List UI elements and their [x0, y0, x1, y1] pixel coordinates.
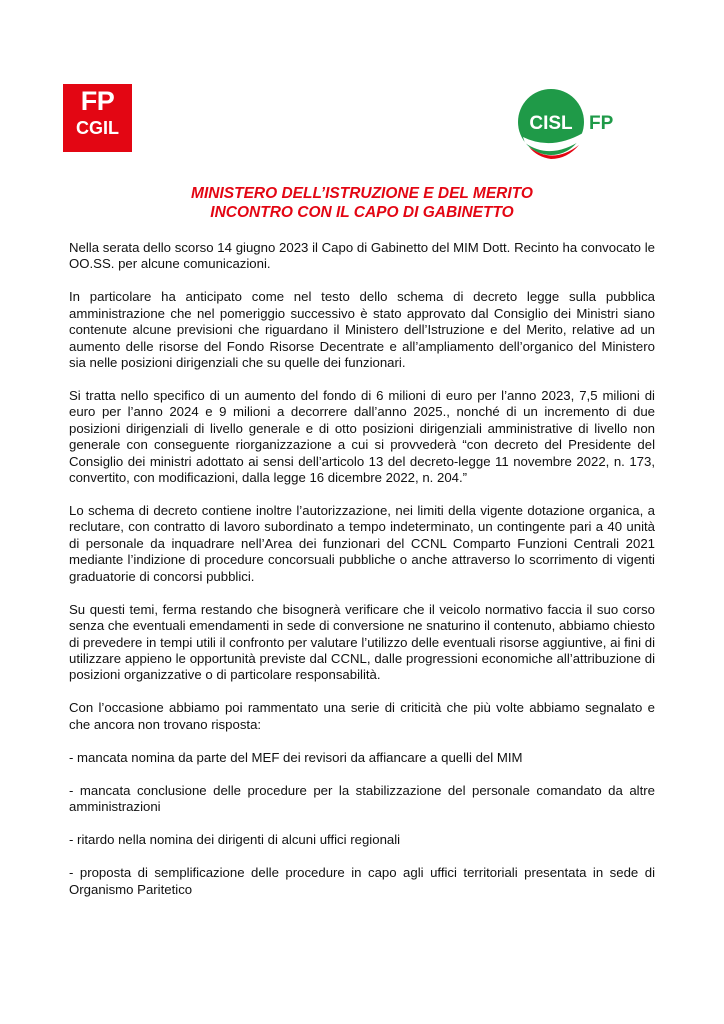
title-line-2: INCONTRO CON IL CAPO DI GABINETTO	[210, 204, 514, 221]
cisl-logo-cisl-text: CISL	[529, 113, 573, 134]
document-body	[69, 240, 655, 915]
cisl-logo-fp-text: FP	[589, 113, 614, 134]
list-item: - proposta di semplificazione delle procedure in capo agli uffici territoriali presentata in sede di Organismo Paritetico	[69, 865, 655, 897]
fp-cgil-logo-cgil-text: CGIL	[76, 118, 119, 138]
body-paragraph: Nella serata dello scorso 14 giugno 2023 il Capo di Gabinetto del MIM Dott. Recinto ha convocato le OO.SS. per alcune comunicazioni.	[69, 240, 655, 272]
document-title	[60, 184, 664, 222]
body-paragraph: In particolare ha anticipato come nel testo dello schema di decreto legge sulla pubblica amministrazione che nel pomeriggio successivo è stato approvato dal Consiglio dei Ministri siano contenute alcune previsioni che riguardano il Ministero dell’Istruzione e del Merito, relative ad un aumento delle risorse del Fondo Risorse Decentrate e all’ampliamento dell’organico del Ministero sia nelle posizioni dirigenziali che su quelle dei funzionari.	[69, 289, 655, 371]
body-paragraph: Lo schema di decreto contiene inoltre l’autorizzazione, nei limiti della vigente dotazione organica, a reclutare, con contratto di lavoro subordinato a tempo indeterminato, un contingente pari a 40 unità di personale da inquadrare nell’Area dei funzionari del CCNL Comparto Funzioni Centrali 2021 mediante l’indizione di procedure concorsuali pubbliche o anche attraverso lo scorrimento di vigenti graduatorie di concorsi pubblici.	[69, 503, 655, 584]
body-paragraph: Con l’occasione abbiamo poi rammentato una serie di criticità che più volte abbiamo segnalato e che ancora non trovano risposta:	[69, 700, 655, 732]
body-paragraph: Si tratta nello specifico di un aumento del fondo di 6 milioni di euro per l’anno 2023, 7,5 milioni di euro per l’anno 2024 e 9 milioni a decorrere dall’anno 2025., nonché di un incremento di due posizioni dirigenziali di livello generale e di otto posizioni dirigenziali amministrative di livello non generale con conseguente riorganizzazione a cui si provvederà “con decreto del Presidente del Consiglio dei ministri adottato ai sensi dell’articolo 13 del decreto-legge 11 novembre 2022, n. 173, convertito, con modificazioni, dalla legge 16 dicembre 2022, n. 204.”	[69, 388, 655, 486]
list-item: - mancata conclusione delle procedure per la stabilizzazione del personale comandato da altre amministrazioni	[69, 782, 655, 815]
body-paragraph: Su questi temi, ferma restando che bisognerà verificare che il veicolo normativo faccia il suo corso senza che eventuali emendamenti in sede di conversione ne snaturino il contenuto, abbiamo chiesto di prevedere in tempi utili il confronto per valutare l’utilizzo delle eventuali risorse aggiuntive, ai fini di utilizzare appieno le opportunità previste dal CCNL, dalle progressioni economiche all’attribuzione di posizioni organizzative o di particolare responsabilità.	[69, 601, 655, 683]
list-item: - mancata nomina da parte del MEF dei revisori da affiancare a quelli del MIM	[69, 749, 523, 765]
fp-cgil-logo-fp-text: FP	[80, 86, 115, 116]
list-item: - ritardo nella nomina dei dirigenti di alcuni uffici regionali	[69, 832, 401, 848]
cisl-fp-logo	[517, 87, 621, 167]
title-line-1: MINISTERO DELL’ISTRUZIONE E DEL MERITO	[191, 185, 533, 202]
fp-cgil-logo	[63, 84, 132, 152]
